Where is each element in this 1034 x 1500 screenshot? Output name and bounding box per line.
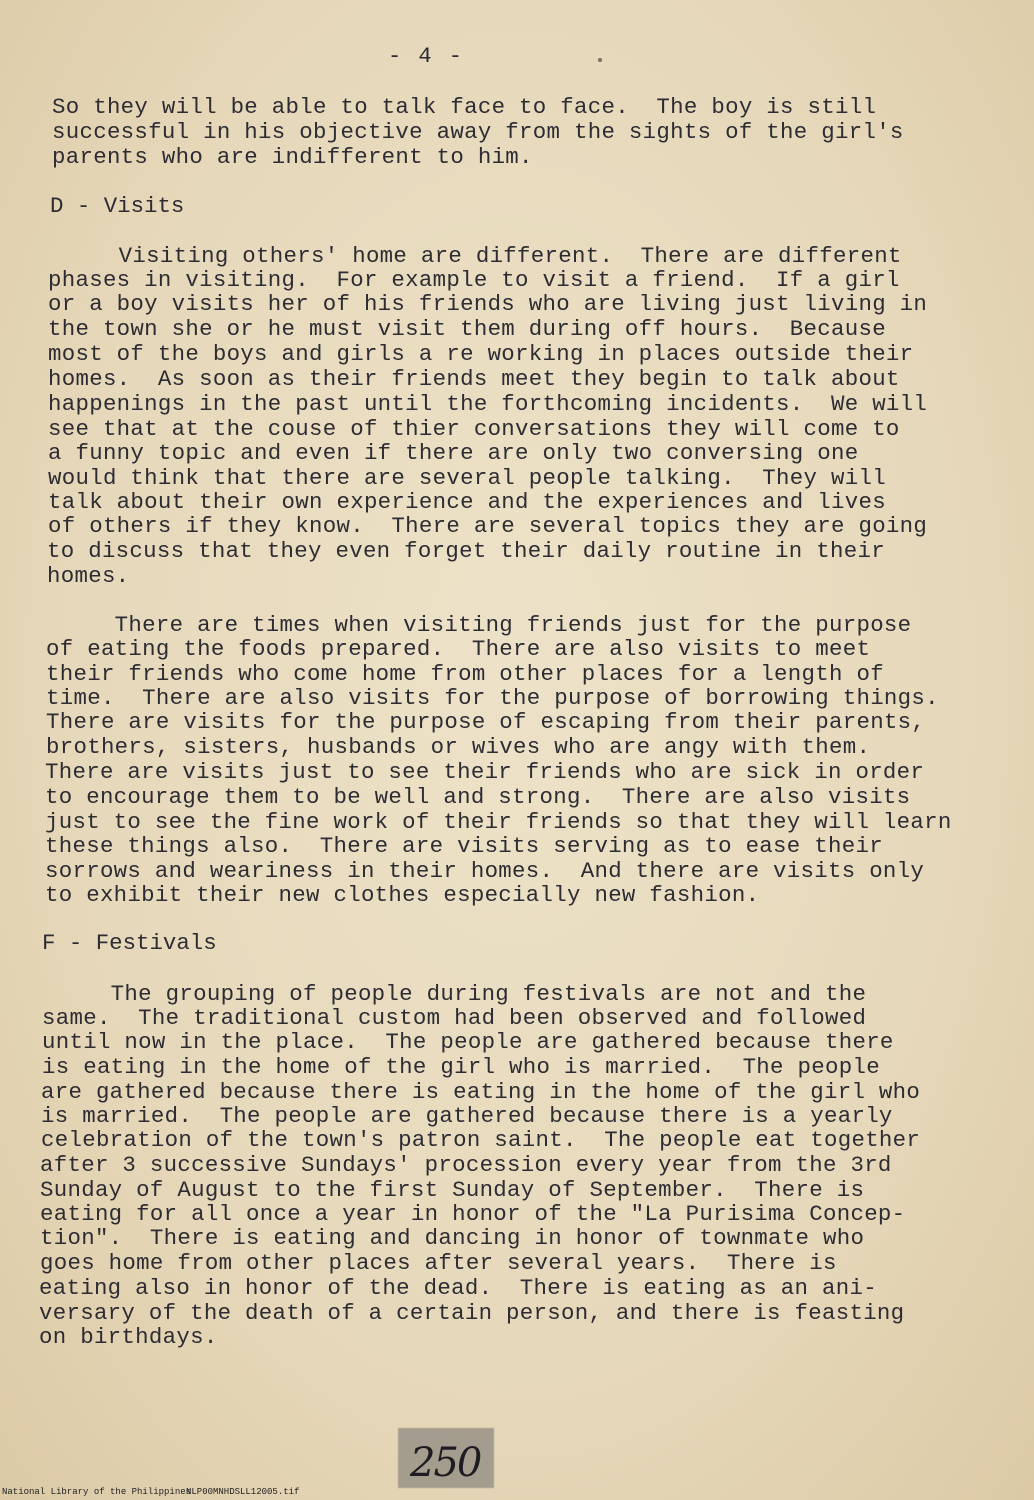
footer-file-id: NLP00MNHDSLL12005.tif <box>186 1487 300 1497</box>
paragraph-line: after 3 successive Sundays' procession every year from the 3rd <box>40 1152 892 1178</box>
paragraph-line: see that at the couse of thier conversations they will come to <box>48 416 900 442</box>
paragraph-line: or a boy visits her of his friends who are living just living in <box>48 291 928 317</box>
paragraph-line: a funny topic and even if there are only two conversing one <box>48 440 859 466</box>
paragraph-line: happenings in the past until the forthcoming incidents. We will <box>48 391 928 417</box>
paragraph-line: of others if they know. There are several topics they are going <box>48 513 928 539</box>
paragraph-line: homes. As soon as their friends meet they begin to talk about <box>48 366 900 392</box>
paragraph-line: same. The traditional custom had been observed and followed <box>42 1005 867 1031</box>
paragraph-line: is eating in the home of the girl who is married. The people <box>42 1054 880 1080</box>
paragraph-line: celebration of the town's patron saint. The people eat together <box>41 1127 921 1153</box>
paragraph-line: on birthdays. <box>39 1324 218 1350</box>
paragraph-line: would think that there are several people talking. They will <box>48 465 886 491</box>
section-heading-festivals: F - Festivals <box>42 930 217 956</box>
paragraph-line: The grouping of people during festivals are not and the <box>42 981 867 1007</box>
paragraph-line: talk about their own experience and the experiences and lives <box>48 489 886 515</box>
page-number: - 4 - <box>388 44 465 69</box>
paragraph-line: until now in the place. The people are gathered because there <box>42 1029 894 1055</box>
paragraph-line: tion". There is eating and dancing in honor of townmate who <box>40 1225 865 1251</box>
paragraph-line: eating also in honor of the dead. There is eating as an ani- <box>39 1275 877 1301</box>
paragraph-line: their friends who come home from other places for a length of <box>46 661 884 687</box>
paragraph-line: these things also. There are visits serving as to ease their <box>45 833 883 859</box>
paragraph-line: There are visits for the purpose of escaping from their parents, <box>46 709 926 735</box>
paragraph-line: to encourage them to be well and strong. There are also visits <box>45 784 911 810</box>
paragraph-line: brothers, sisters, husbands or wives who are angy with them. <box>46 734 871 760</box>
paragraph-line: of eating the foods prepared. There are also visits to meet <box>46 636 871 662</box>
paragraph-line: versary of the death of a certain person, and there is feasting <box>39 1300 905 1326</box>
intro-line: successful in his objective away from the sights of the girl's <box>52 119 904 145</box>
handwritten-page-number: 250 <box>410 1440 481 1486</box>
intro-line: So they will be able to talk face to face. The boy is still <box>52 94 877 120</box>
paragraph-line: There are visits just to see their friends who are sick in order <box>45 759 925 785</box>
paragraph-line: most of the boys and girls a re working in places outside their <box>48 341 914 367</box>
paragraph-line: are gathered because there is eating in the home of the girl who <box>41 1079 921 1105</box>
paragraph-line: Visiting others' home are different. There are different <box>50 243 902 269</box>
paragraph-line: is married. The people are gathered because there is a yearly <box>41 1103 893 1129</box>
ink-speck <box>598 58 602 62</box>
paragraph-line: just to see the fine work of their friends so that they will learn <box>45 809 952 835</box>
footer-library-name: National Library of the Philippines <box>2 1487 192 1497</box>
paragraph-line: homes. <box>47 563 130 589</box>
paragraph-line: to exhibit their new clothes especially new fashion. <box>45 882 760 908</box>
intro-line: parents who are indifferent to him. <box>52 144 533 170</box>
paragraph-line: to discuss that they even forget their daily routine in their <box>47 538 885 564</box>
paragraph-line: Sunday of August to the first Sunday of September. There is <box>40 1177 865 1203</box>
paragraph-line: the town she or he must visit them during off hours. Because <box>48 316 886 342</box>
paragraph-line: time. There are also visits for the purpose of borrowing things. <box>46 685 939 711</box>
section-heading-visits: D - Visits <box>50 193 185 219</box>
paragraph-line: eating for all once a year in honor of the "La Purisima Concep- <box>40 1201 906 1227</box>
paragraph-line: sorrows and weariness in their homes. And there are visits only <box>45 858 925 884</box>
paragraph-line: There are times when visiting friends just for the purpose <box>46 612 912 638</box>
paragraph-line: phases in visiting. For example to visit a friend. If a girl <box>48 267 900 293</box>
paragraph-line: goes home from other places after several years. There is <box>40 1250 837 1276</box>
